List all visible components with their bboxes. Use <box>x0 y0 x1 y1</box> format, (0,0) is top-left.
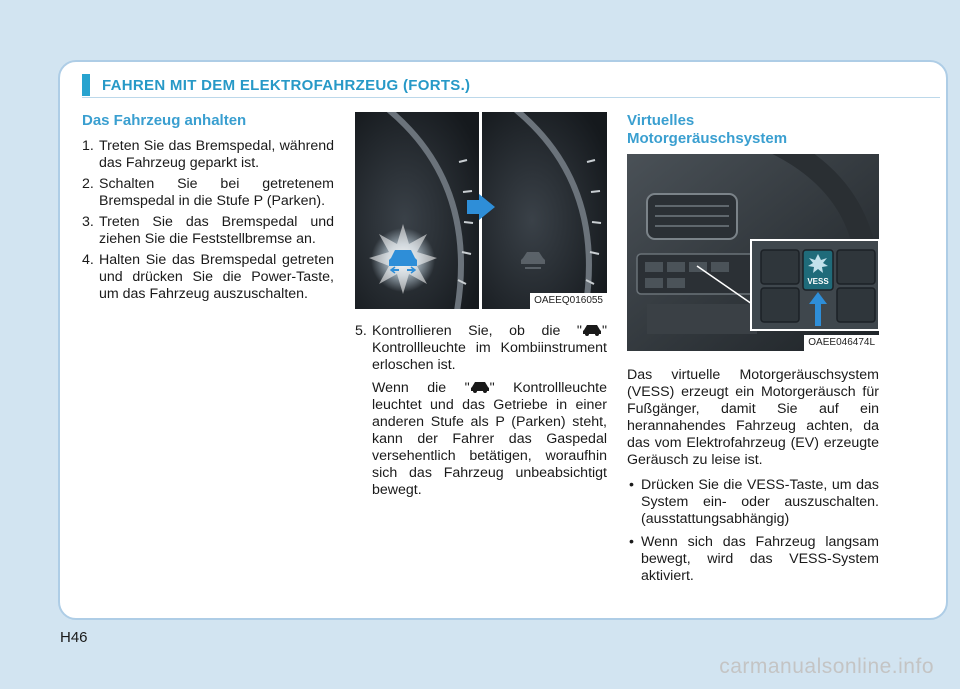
instrument-cluster-illustration <box>355 112 607 309</box>
middle-column <box>355 112 607 499</box>
car-indicator-icon <box>582 323 602 337</box>
list-item: 4. Halten Sie das Bremspedal getreten und drücken Sie die Power-Taste, um das Fahrzeug auszuschalten. <box>82 252 334 302</box>
dashboard-illustration <box>627 154 879 351</box>
list-item: • Drücken Sie die VESS-Taste, um das System ein- oder auszuschalten. (ausstattungsabhängig) <box>629 477 879 527</box>
list-item: • Wenn sich das Fahrzeug langsam bewegt, wird das VESS-System aktiviert. <box>629 534 879 584</box>
figure-code: OAEEQ016055 <box>530 293 607 309</box>
instrument-cluster-figure <box>355 112 607 309</box>
watermark: carmanualsonline.info <box>719 655 934 678</box>
vess-dashboard-figure <box>627 154 879 351</box>
list-item: 3. Treten Sie das Bremspedal und ziehen Sie die Feststellbremse an. <box>82 214 334 247</box>
car-indicator-icon <box>470 380 490 394</box>
header-accent-bar <box>82 74 90 96</box>
section-title-stopping: Das Fahrzeug anhalten <box>82 112 247 129</box>
list-item: 5. Kontrollieren Sie, ob die " " Kontrollleuchte im Kombiinstrument erloschen ist. <box>355 323 607 373</box>
list-item: 1. Treten Sie das Bremspedal, während das Fahrzeug geparkt ist. <box>82 138 334 171</box>
warning-note: Wenn die " " Kontrollleuchte leuchtet und das Getriebe in einer anderen Stufe als P (Parken) steht, kann der Fahrer das Gaspedal versehentlich betätigen, woraufhin sich das Fahrzeug unbeabsichtigt bewegt. <box>372 380 607 498</box>
section-header <box>82 72 940 98</box>
header-divider <box>82 97 940 98</box>
vess-intro: Das virtuelle Motorgeräuschsystem (VESS) erzeugt ein Motorgeräusch für Fußgänger, damit Sie auf ein herannahendes Fahrzeug achten, da das vom Elektrofahrzeug (EV) erzeugte Geräusch zu leise ist. <box>627 367 879 468</box>
right-column <box>627 112 879 591</box>
step5-list <box>355 323 607 374</box>
steps-list <box>82 138 334 303</box>
vess-bullets <box>627 477 879 585</box>
list-item: 2. Schalten Sie bei getretenem Bremspedal in die Stufe P (Parken). <box>82 176 334 209</box>
left-column <box>82 112 334 307</box>
figure-code: OAEE046474L <box>804 335 879 351</box>
section-header-title: FAHREN MIT DEM ELEKTROFAHRZEUG (FORTS.) <box>102 76 471 94</box>
page-number: H46 <box>60 629 88 646</box>
section-title-vess: Virtuelles Motorgeräuschsystem <box>627 112 788 147</box>
vess-button-label: VESS <box>807 277 829 286</box>
